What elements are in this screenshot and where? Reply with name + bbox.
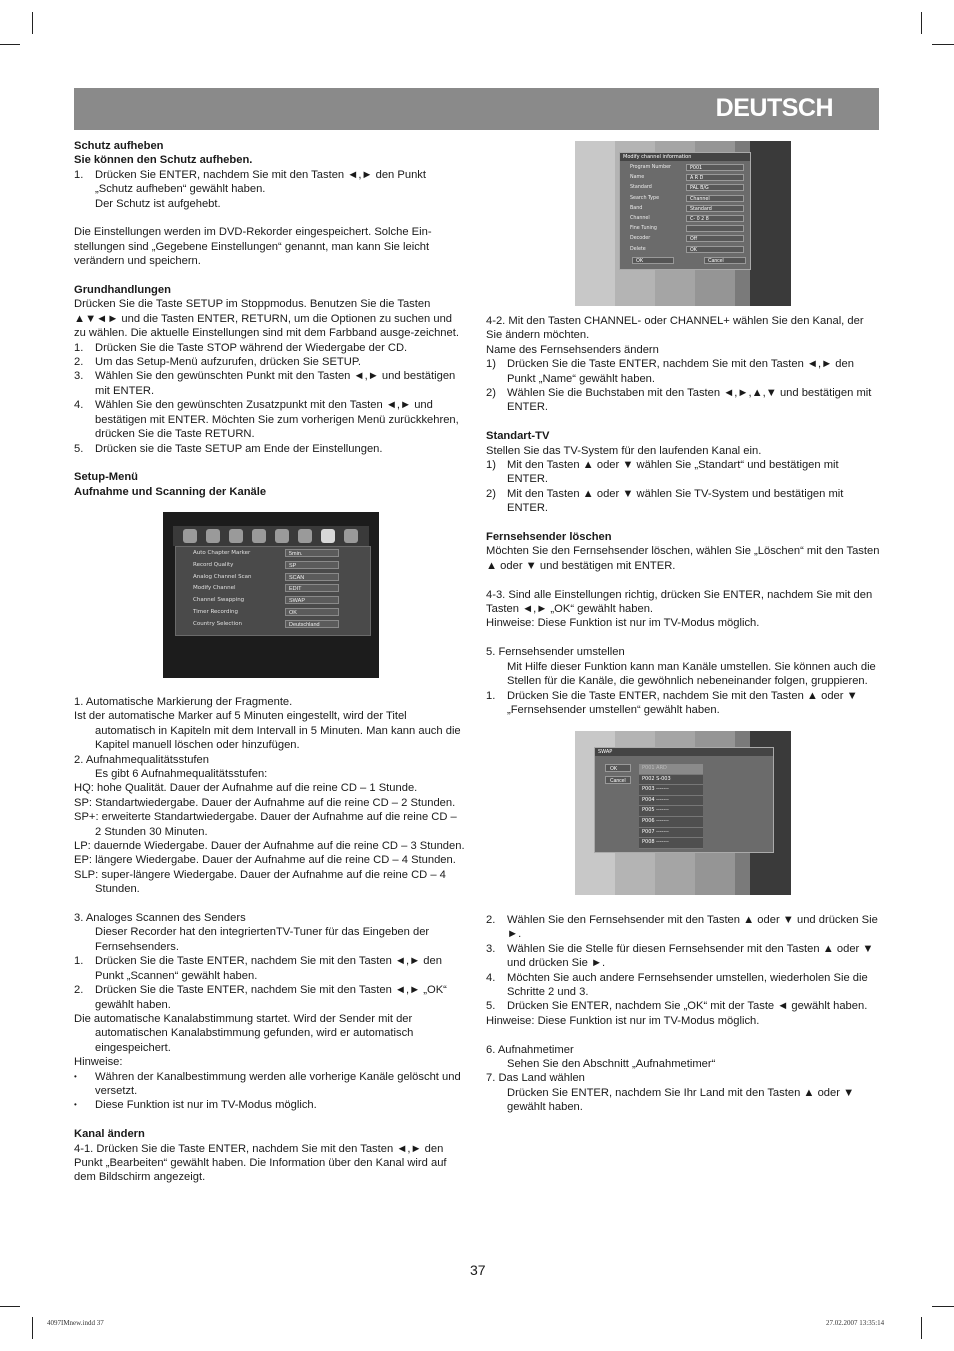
quality-item: LP: dauernde Wiedergabe. Dauer der Aufnahme auf die reine CD – 3 Stunden.	[74, 840, 465, 853]
heading: Standart-TV	[486, 430, 550, 443]
field-value[interactable]: Off	[686, 235, 744, 242]
ordered-list	[74, 341, 466, 456]
right-column	[486, 314, 882, 717]
quality-item: HQ: hohe Qualität. Dauer der Aufnahme auf die reine CD – 1 Stunde.	[74, 782, 418, 795]
item-text: Wählen Sie die Stelle für diesen Fernsehsender mit den Tasten ▲ oder ▼ und drücken Sie ►.	[507, 942, 874, 970]
field-value[interactable]: PAL B/G	[686, 184, 744, 191]
hint-label: Hinweise:	[74, 1056, 123, 1069]
item-text: Drücken Sie die Taste ENTER, nachdem Sie mit den Tasten ▲ oder ▼ „Fernsehsender umstellen“ gewählt haben.	[507, 689, 858, 716]
page-title: DEUTSCH	[715, 94, 833, 122]
list-item	[486, 913, 882, 942]
paragraph: Möchten Sie den Fernsehsender löschen, wählen Sie „Löschen“ mit den Tasten ▲ oder ▼ und bestätigen mit ENTER.	[486, 545, 880, 572]
channel-list-item[interactable]: P005 -------	[639, 806, 703, 817]
paragraph: Die automatische Kanalabstimmung startet. Wird der Sender mit der automatischen Kanalabstimmung gefunden, wird er automatisch eingespeichert.	[74, 1012, 414, 1054]
paragraph: Hinweise: Diese Funktion ist nur im TV-Modus möglich.	[486, 1014, 760, 1027]
item-text: Drücken Sie die Taste ENTER, nachdem Sie mit den Tasten ◄,► „OK“ gewählt haben.	[95, 984, 447, 1011]
ok-button[interactable]: OK	[605, 764, 631, 772]
quality-item: EP: längere Wiedergabe. Dauer der Aufnahme auf die reine CD – 4 Stunden.	[74, 854, 456, 867]
field-value[interactable]: Channel	[686, 195, 744, 202]
item-text: Drücken Sie ENTER, nachdem Sie „OK“ mit der Taste ◄ gewählt haben.	[507, 1000, 868, 1013]
menu-tab-icon[interactable]	[344, 529, 358, 543]
menu-tab-icon[interactable]	[206, 529, 220, 543]
footer-left: 4097IMnew.indd 37	[47, 1319, 104, 1327]
list-item	[74, 369, 466, 398]
item-number: 2.	[486, 914, 496, 926]
item-number: 2)	[486, 487, 496, 500]
paragraph: Hinweise: Diese Funktion ist nur im TV-Modus möglich.	[486, 617, 760, 630]
list-item	[486, 487, 882, 516]
field-value[interactable]	[686, 225, 744, 232]
item-heading: 3. Analoges Scannen des Senders	[74, 912, 246, 925]
field-label: Search Type	[630, 195, 660, 201]
subheading: Sie können den Schutz aufheben.	[74, 154, 253, 167]
list-item	[486, 999, 882, 1013]
dialog	[619, 152, 751, 270]
item-number: 2.	[74, 984, 84, 997]
item-text: Möchten Sie auch andere Fernsehsender umstellen, wiederholen Sie die Schritte 2 und 3.	[507, 971, 868, 999]
paragraph: Name des Fernsehsenders ändern	[486, 343, 659, 356]
field-label: Band	[630, 205, 643, 211]
list-item	[486, 386, 882, 415]
crop-mark	[0, 1306, 20, 1307]
field-value[interactable]: OK	[686, 246, 744, 253]
list-item	[74, 954, 466, 983]
item-number: 1.	[74, 168, 84, 181]
list-item	[74, 355, 466, 369]
paragraph: Drücken Sie ENTER, nachdem Sie Ihr Land mit den Tasten ▲ oder ▼ gewählt haben.	[507, 1086, 855, 1114]
menu-tab-icon[interactable]	[275, 529, 289, 543]
setup-menu-screenshot	[163, 512, 379, 678]
item-number: 3.	[486, 942, 496, 955]
list-item	[486, 458, 882, 487]
quality-item: SLP: super-längere Wiedergabe. Dauer der Aufnahme auf die reine CD – 4 Stunden.	[74, 868, 446, 896]
menu-row-label: Channel Swapping	[193, 597, 245, 604]
item-text: Drücken Sie ENTER, nachdem Sie mit den Tasten ◄,► den Punkt „Schutz aufheben“ gewählt haben.	[95, 168, 426, 196]
field-label: Program Number	[630, 165, 672, 170]
field-label: Name	[630, 175, 645, 181]
item-text: Drücken sie die Taste SETUP am Ende der Einstellungen.	[95, 442, 383, 455]
channel-list-item[interactable]: P007 -------	[639, 828, 703, 839]
menu-row-value[interactable]: SP	[285, 561, 339, 569]
item-number: 1)	[486, 358, 496, 371]
footer-right: 27.02.2007 13:35:14	[826, 1319, 885, 1327]
bullet-icon: •	[74, 1100, 77, 1110]
item-text: Wählen Sie die Buchstaben mit den Tasten ◄,►,▲,▼ und bestätigen mit ENTER.	[507, 387, 872, 414]
left-column	[74, 139, 466, 499]
field-value[interactable]: P001	[686, 164, 744, 171]
paragraph: Die Einstellungen werden im DVD-Rekorder eingespeichert. Solche Ein-stellungen sind „Gegebene Einstellungen“ genannt, man kann Sie leicht verändern und speichern.	[74, 226, 432, 268]
paragraph: 4-3. Sind alle Einstellungen richtig, drücken Sie ENTER, nachdem Sie mit den Tasten ◄,► „OK“ gewählt haben.	[486, 588, 873, 616]
item-text: Drücken Sie die Taste STOP während der Wiedergabe der CD.	[95, 341, 408, 354]
heading: Grundhandlungen	[74, 284, 171, 297]
list-item	[74, 341, 466, 355]
crop-mark	[932, 1306, 954, 1307]
list-item	[486, 971, 882, 1000]
channel-list-item[interactable]: P008 -------	[639, 838, 703, 849]
menu-row-value[interactable]: EDIT	[285, 584, 339, 592]
menu-tab-icon[interactable]	[321, 529, 335, 543]
paragraph: 4-1. Drücken Sie die Taste ENTER, nachdem Sie mit den Tasten ◄,► den Punkt „Bearbeiten“ gewählt haben. Die Information über den Kanal wird auf dem Bildschirm angezeigt.	[74, 1142, 447, 1184]
cancel-button[interactable]: Cancel	[704, 257, 746, 264]
item-text: Um das Setup-Menü aufzurufen, drücken Sie SETUP.	[95, 356, 361, 369]
channel-list-item[interactable]: P006 -------	[639, 817, 703, 828]
menu-row-label: Country Selection	[193, 620, 242, 627]
list-item	[486, 942, 882, 971]
item-text: Wählen Sie den gewünschten Punkt mit den Tasten ◄,► und bestätigen mit ENTER.	[95, 370, 456, 397]
cancel-button[interactable]: Cancel	[605, 776, 631, 784]
menu-row-label: Record Quality	[193, 561, 234, 568]
paragraph: Mit Hilfe dieser Funktion kann man Kanäle umstellen. Sie können auch die Stellen für die Kanäle, die gewöhnlich nebeneinander folgen, gruppieren.	[507, 660, 876, 688]
item-text: Wählen Sie den gewünschten Zusatzpunkt mit den Tasten ◄,► und bestätigen mit ENTER. Möchten Sie zum vorherigen Menü zurückkehren, drücken Sie die Taste RETURN.	[95, 399, 459, 441]
ordered-list	[74, 954, 466, 1012]
paragraph: Der Schutz ist aufgehebt.	[95, 197, 221, 210]
field-label: Decoder	[630, 236, 651, 242]
ordered-list	[486, 357, 882, 415]
item-number: 1.	[486, 689, 496, 702]
quality-item: SP+: erweiterte Standartwiedergabe. Dauer der Aufnahme auf die reine CD – 2 Stunden 30 Minuten.	[74, 811, 457, 838]
crop-mark	[32, 12, 33, 34]
list-item	[486, 357, 882, 386]
paragraph: Drücken Sie die Taste SETUP im Stoppmodus. Benutzen Sie die Tasten ▲▼◄► und die Tasten ENTER, RETURN, um die Optionen zu suchen und zu wählen. Die aktuelle Einstellungen sind mit dem Farbband ausge-zeichnet.	[74, 298, 459, 340]
paragraph: Dieser Recorder hat den integriertenTV-Tuner für das Eingeben der Fernsehsenders.	[95, 926, 430, 953]
item-number: 1.	[74, 341, 84, 354]
item-number: 4.	[74, 399, 84, 412]
channel-list-item[interactable]: P002 S-003	[639, 775, 703, 786]
dialog-title: Modify channel information	[620, 153, 750, 161]
paragraph: Stellen Sie das TV-System für den laufenden Kanal ein.	[486, 444, 762, 457]
menu-tab-icon[interactable]	[229, 529, 243, 543]
list-item	[486, 689, 882, 718]
header-bar	[74, 88, 879, 130]
bullet-text: Diese Funktion ist nur im TV-Modus möglich.	[95, 1099, 317, 1112]
field-value[interactable]: Standard	[686, 205, 744, 212]
paragraph: Ist der automatische Marker auf 5 Minuten eingestellt, wird der Titel automatisch in Kapiteln mit dem Intervall in 5 Minuten. Man kann auch die Kapitel manuell löschen oder hinzufügen.	[74, 710, 461, 752]
paragraph: Sehen Sie den Abschnitt „Aufnahmetimer“	[507, 1058, 716, 1071]
field-label: Channel	[630, 216, 650, 221]
crop-mark	[32, 1317, 33, 1339]
ordered-list	[486, 913, 882, 1014]
list-item	[74, 168, 466, 197]
menu-row-value[interactable]: Deutschland	[285, 620, 339, 628]
channel-list	[639, 764, 703, 849]
item-number: 5.	[486, 1000, 496, 1013]
right-column-lower	[486, 913, 882, 1115]
left-column-lower	[74, 695, 466, 1185]
menu-tab-icon[interactable]	[252, 529, 266, 543]
bullet-item	[74, 1070, 466, 1099]
bullet-icon: •	[74, 1071, 77, 1081]
list-item	[74, 983, 466, 1012]
menu-row-label: Modify Channel	[193, 585, 236, 592]
page-number: 37	[470, 1262, 486, 1278]
crop-mark	[932, 44, 954, 45]
ordered-list	[486, 458, 882, 516]
item-heading: 2. Aufnahmequalitätsstufen	[74, 753, 209, 766]
menu-tab-icon[interactable]	[183, 529, 197, 543]
modify-channel-screenshot	[575, 141, 791, 306]
bullet-list	[74, 1070, 466, 1113]
item-number: 5.	[74, 442, 84, 455]
heading: Setup-Menü	[74, 471, 139, 484]
item-number: 3.	[74, 370, 84, 383]
item-heading: 1. Automatische Markierung der Fragmente.	[74, 696, 293, 708]
heading: Kanal ändern	[74, 1128, 145, 1141]
ok-button[interactable]: OK	[632, 257, 674, 264]
item-number: 1)	[486, 459, 496, 472]
list-item	[74, 398, 466, 441]
item-text: Mit den Tasten ▲ oder ▼ wählen Sie „Standart“ und bestätigen mit ENTER.	[507, 459, 839, 486]
menu-icon-bar	[173, 526, 369, 546]
item-number: 4.	[486, 971, 496, 984]
subheading: Aufnahme und Scanning der Kanäle	[74, 485, 267, 498]
channel-list-item[interactable]: P004 -------	[639, 796, 703, 807]
item-text: Mit den Tasten ▲ oder ▼ wählen Sie TV-System und bestätigen mit ENTER.	[507, 487, 844, 515]
list-item	[74, 442, 466, 456]
paragraph: 4-2. Mit den Tasten CHANNEL- oder CHANNEL+ wählen Sie den Kanal, der Sie ändern möchten.	[486, 315, 864, 342]
menu-row-value[interactable]: SCAN	[285, 573, 339, 581]
item-text: Wählen Sie den Fernsehsender mit den Tasten ▲ oder ▼ und drücken Sie ►.	[507, 914, 878, 941]
menu-tab-icon[interactable]	[298, 529, 312, 543]
item-heading: 5. Fernsehsender umstellen	[486, 646, 625, 659]
menu-row-value[interactable]: OK	[285, 608, 339, 616]
crop-mark	[921, 12, 922, 34]
crop-mark	[0, 44, 20, 45]
quality-list	[74, 781, 466, 896]
menu-row-label: Auto Chapter Marker	[193, 550, 251, 556]
channel-list-item[interactable]: P001 ARD	[639, 764, 703, 775]
item-number: 2)	[486, 387, 496, 400]
field-label: Delete	[630, 246, 646, 252]
dialog	[594, 747, 774, 853]
menu-row-label: Analog Channel Scan	[193, 573, 252, 580]
item-text: Drücken Sie die Taste ENTER, nachdem Sie mit den Tasten ◄,► den Punkt „Scannen“ gewählt haben.	[95, 955, 442, 982]
crop-mark	[921, 1317, 922, 1339]
field-label: Standard	[630, 185, 652, 191]
item-number: 1.	[74, 955, 84, 968]
item-text: Drücken Sie die Taste ENTER, nachdem Sie mit den Tasten ◄,► den Punkt „Name“ gewählt haben.	[507, 358, 854, 385]
bullet-item	[74, 1098, 466, 1112]
bullet-text: Währen der Kanalbestimmung werden alle vorherige Kanäle gelöscht und versetzt.	[95, 1070, 461, 1097]
swap-screenshot	[575, 731, 791, 895]
heading: Schutz aufheben	[74, 140, 164, 152]
menu-row-label: Timer Recording	[193, 609, 238, 615]
field-value[interactable]: A R D	[686, 174, 744, 181]
field-value[interactable]: C- 0 2 8	[686, 215, 744, 222]
field-label: Fine Tuning	[630, 226, 657, 232]
menu-row-value[interactable]: 5min.	[285, 549, 339, 557]
paragraph: Es gibt 6 Aufnahmequalitätsstufen:	[95, 768, 268, 781]
heading: Fernsehsender löschen	[486, 531, 612, 544]
item-number: 2.	[74, 356, 84, 369]
quality-item: SP: Standartwiedergabe. Dauer der Aufnahme auf die reine CD – 2 Stunden.	[74, 796, 456, 809]
menu-row-value[interactable]: SWAP	[285, 596, 339, 604]
item-heading: 7. Das Land wählen	[486, 1072, 585, 1085]
item-heading: 6. Aufnahmetimer	[486, 1043, 574, 1056]
dialog-title: SWAP	[595, 748, 773, 756]
channel-list-item[interactable]: P003 -------	[639, 785, 703, 796]
